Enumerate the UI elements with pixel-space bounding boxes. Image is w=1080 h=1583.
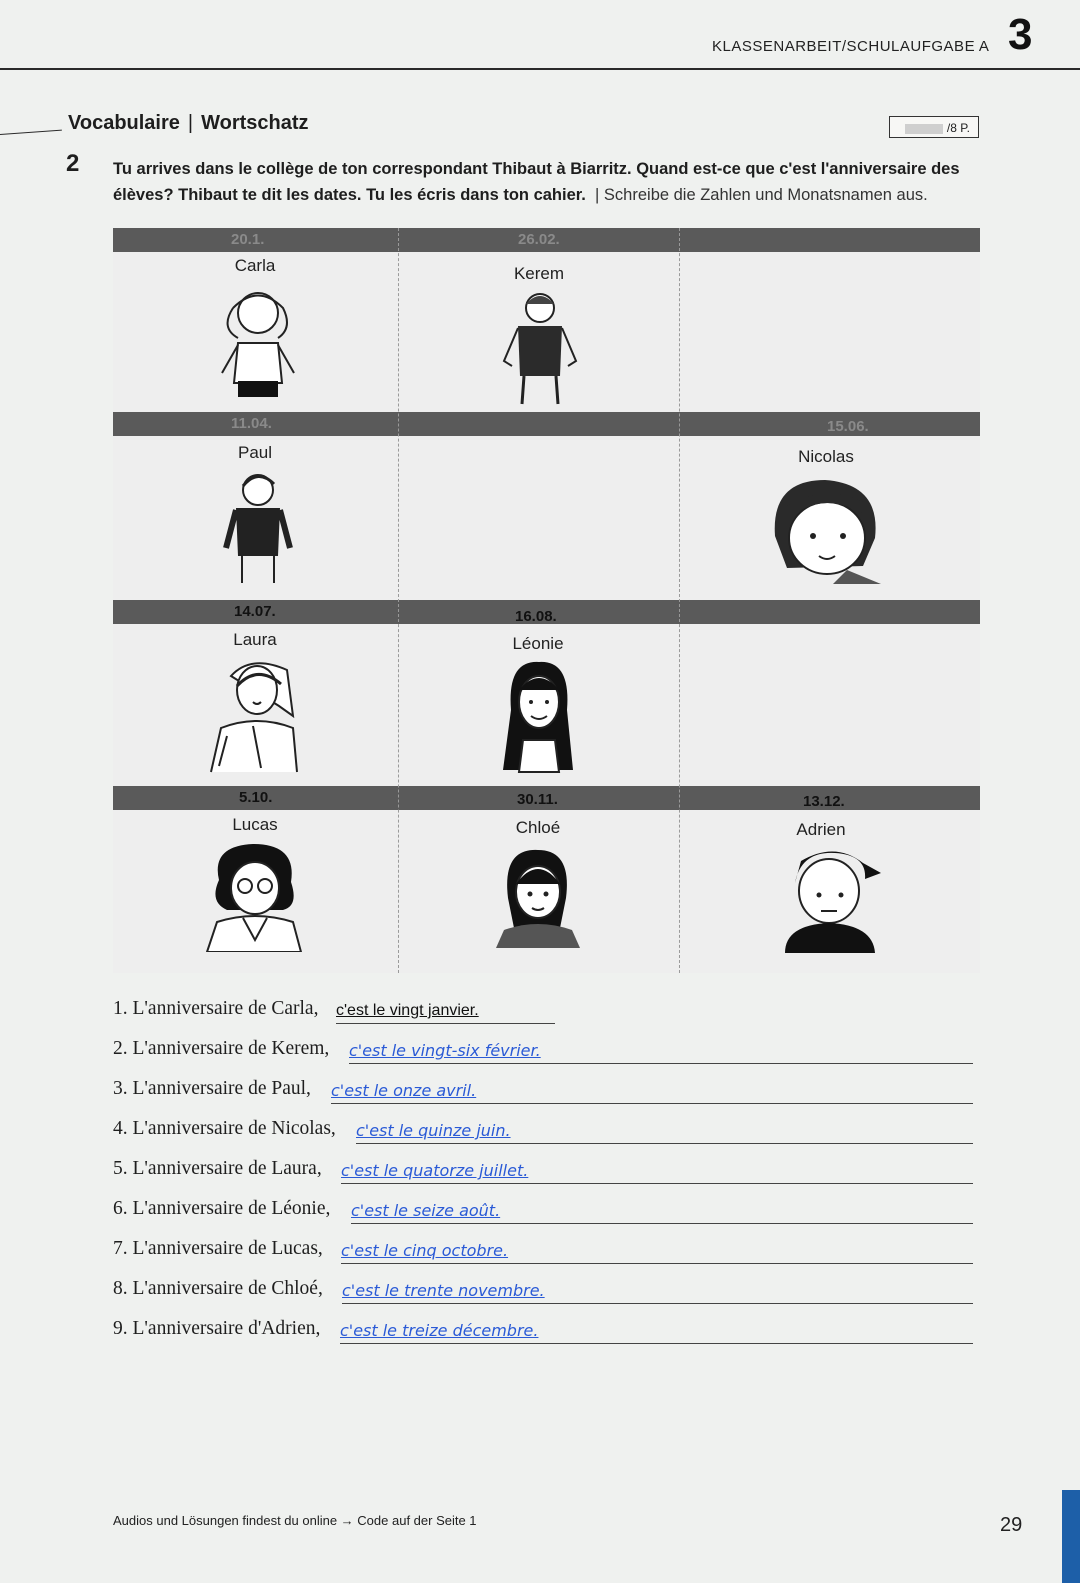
answer-label — [113, 1278, 323, 1300]
student-name: Carla — [234, 256, 276, 275]
instruction-de: Schreibe die Zahlen und Monatsnamen aus. — [603, 186, 928, 204]
answer-rule — [342, 1303, 973, 1304]
answer-rule — [356, 1143, 973, 1144]
student-name: Nicolas — [798, 447, 854, 466]
answer-line — [113, 1070, 973, 1110]
page-number: 29 — [1000, 1514, 1023, 1536]
answer-handwritten[interactable]: c'est le onze avril. — [331, 1081, 477, 1100]
answer-rule — [336, 1023, 555, 1024]
answer-number: 8. — [113, 1278, 128, 1299]
score-box — [889, 116, 979, 138]
answer-label — [113, 1078, 311, 1100]
answer-prompt: L'anniversaire de Paul, — [132, 1078, 311, 1099]
unit-number: 3 — [1008, 10, 1033, 59]
answer-line — [113, 1310, 973, 1350]
section-title — [68, 112, 309, 135]
answer-label — [113, 1198, 330, 1220]
student-date: 30.11. — [517, 791, 558, 808]
instruction-fr: Tu arrives dans le collège de ton correspondant Thibaut à Biarritz. Quand est-ce que c'est l'anniversaire des élèves? Thibaut te dit les dates. Tu les écris dans ton cahier. — [113, 160, 960, 204]
adrien-avatar — [771, 843, 886, 953]
header-label: KLASSENARBEIT/SCHULAUFGABE A — [712, 38, 990, 55]
student-name: Léonie — [512, 634, 564, 653]
student-date: 26.02. — [518, 231, 560, 248]
answer-handwritten[interactable]: c'est le cinq octobre. — [341, 1241, 509, 1260]
laura-avatar — [201, 656, 301, 774]
student-date: 13.12. — [803, 793, 845, 810]
answer-line — [113, 1190, 973, 1230]
answer-number: 7. — [113, 1238, 128, 1259]
section-title-de: Wortschatz — [201, 112, 309, 134]
answer-line — [113, 1110, 973, 1150]
student-grid — [113, 228, 980, 973]
student-name: Lucas — [232, 815, 278, 834]
column-divider — [679, 228, 681, 973]
answer-prompt: L'anniversaire d'Adrien, — [132, 1318, 321, 1339]
answer-label — [113, 1038, 329, 1060]
answer-number: 3. — [113, 1078, 128, 1099]
answer-rule — [351, 1223, 973, 1224]
answer-rule — [331, 1103, 973, 1104]
student-name: Laura — [233, 630, 277, 649]
answer-prompt: L'anniversaire de Laura, — [132, 1158, 322, 1179]
student-name: Kerem — [513, 264, 565, 283]
score-max: /8 P. — [946, 121, 970, 135]
answer-rule — [341, 1183, 973, 1184]
answer-number: 2. — [113, 1038, 128, 1059]
section-accent-line — [0, 130, 62, 135]
student-date: 15.06. — [827, 418, 869, 435]
student-name: Paul — [237, 443, 273, 462]
answer-number: 6. — [113, 1198, 128, 1219]
answer-prompt: L'anniversaire de Nicolas, — [132, 1118, 336, 1139]
answer-example: c'est le vingt janvier. — [336, 1002, 479, 1019]
student-date: 14.07. — [234, 603, 276, 620]
answer-handwritten[interactable]: c'est le quatorze juillet. — [341, 1161, 529, 1180]
answer-rule — [349, 1063, 973, 1064]
answer-rule — [341, 1263, 973, 1264]
student-date: 5.10. — [239, 789, 273, 806]
answer-prompt: L'anniversaire de Carla, — [132, 998, 319, 1019]
score-blank — [905, 124, 943, 134]
student-date: 20.1. — [231, 231, 265, 248]
chloe-avatar — [486, 848, 586, 948]
exercise-number: 2 — [66, 150, 80, 177]
answer-rule — [340, 1343, 973, 1344]
answer-label — [113, 1238, 323, 1260]
answer-handwritten[interactable]: c'est le treize décembre. — [340, 1321, 539, 1340]
answer-line — [113, 1150, 973, 1190]
answer-line — [113, 1230, 973, 1270]
page-edge-tab — [1062, 1490, 1080, 1583]
answer-handwritten[interactable]: c'est le vingt-six février. — [349, 1041, 541, 1060]
answer-handwritten[interactable]: c'est le trente novembre. — [342, 1281, 545, 1300]
answer-number: 5. — [113, 1158, 128, 1179]
student-name: Chloé — [515, 818, 561, 837]
answer-line — [113, 990, 973, 1030]
answer-prompt: L'anniversaire de Lucas, — [132, 1238, 323, 1259]
answer-prompt: L'anniversaire de Kerem, — [132, 1038, 330, 1059]
answer-handwritten[interactable]: c'est le quinze juin. — [356, 1121, 511, 1140]
carla-avatar — [208, 283, 308, 401]
lucas-avatar — [203, 840, 303, 952]
answer-label — [113, 1318, 320, 1340]
header-divider — [0, 68, 1080, 70]
nicolas-avatar — [763, 476, 885, 584]
student-date: 16.08. — [515, 608, 557, 625]
answer-handwritten[interactable]: c'est le seize août. — [351, 1201, 501, 1220]
exercise-instructions — [113, 156, 993, 208]
instruction-separator: | — [590, 186, 604, 204]
leonie-avatar — [493, 660, 583, 775]
answer-label — [113, 998, 318, 1020]
answer-prompt: L'anniversaire de Chloé, — [132, 1278, 323, 1299]
answer-number: 1. — [113, 998, 128, 1019]
answer-label — [113, 1118, 336, 1140]
title-separator: | — [187, 112, 194, 134]
kerem-avatar — [498, 286, 583, 406]
student-date: 11.04. — [231, 415, 272, 432]
column-divider — [398, 228, 400, 973]
answer-line — [113, 1270, 973, 1310]
answer-number: 4. — [113, 1118, 128, 1139]
student-name: Adrien — [796, 820, 846, 839]
answer-label — [113, 1158, 322, 1180]
answer-line — [113, 1030, 973, 1070]
paul-avatar — [218, 468, 298, 586]
section-title-fr: Vocabulaire — [68, 112, 180, 134]
answer-prompt: L'anniversaire de Léonie, — [132, 1198, 331, 1219]
footer-note: Audios und Lösungen findest du online → Code auf der Seite 1 — [113, 1513, 477, 1528]
answer-number: 9. — [113, 1318, 128, 1339]
